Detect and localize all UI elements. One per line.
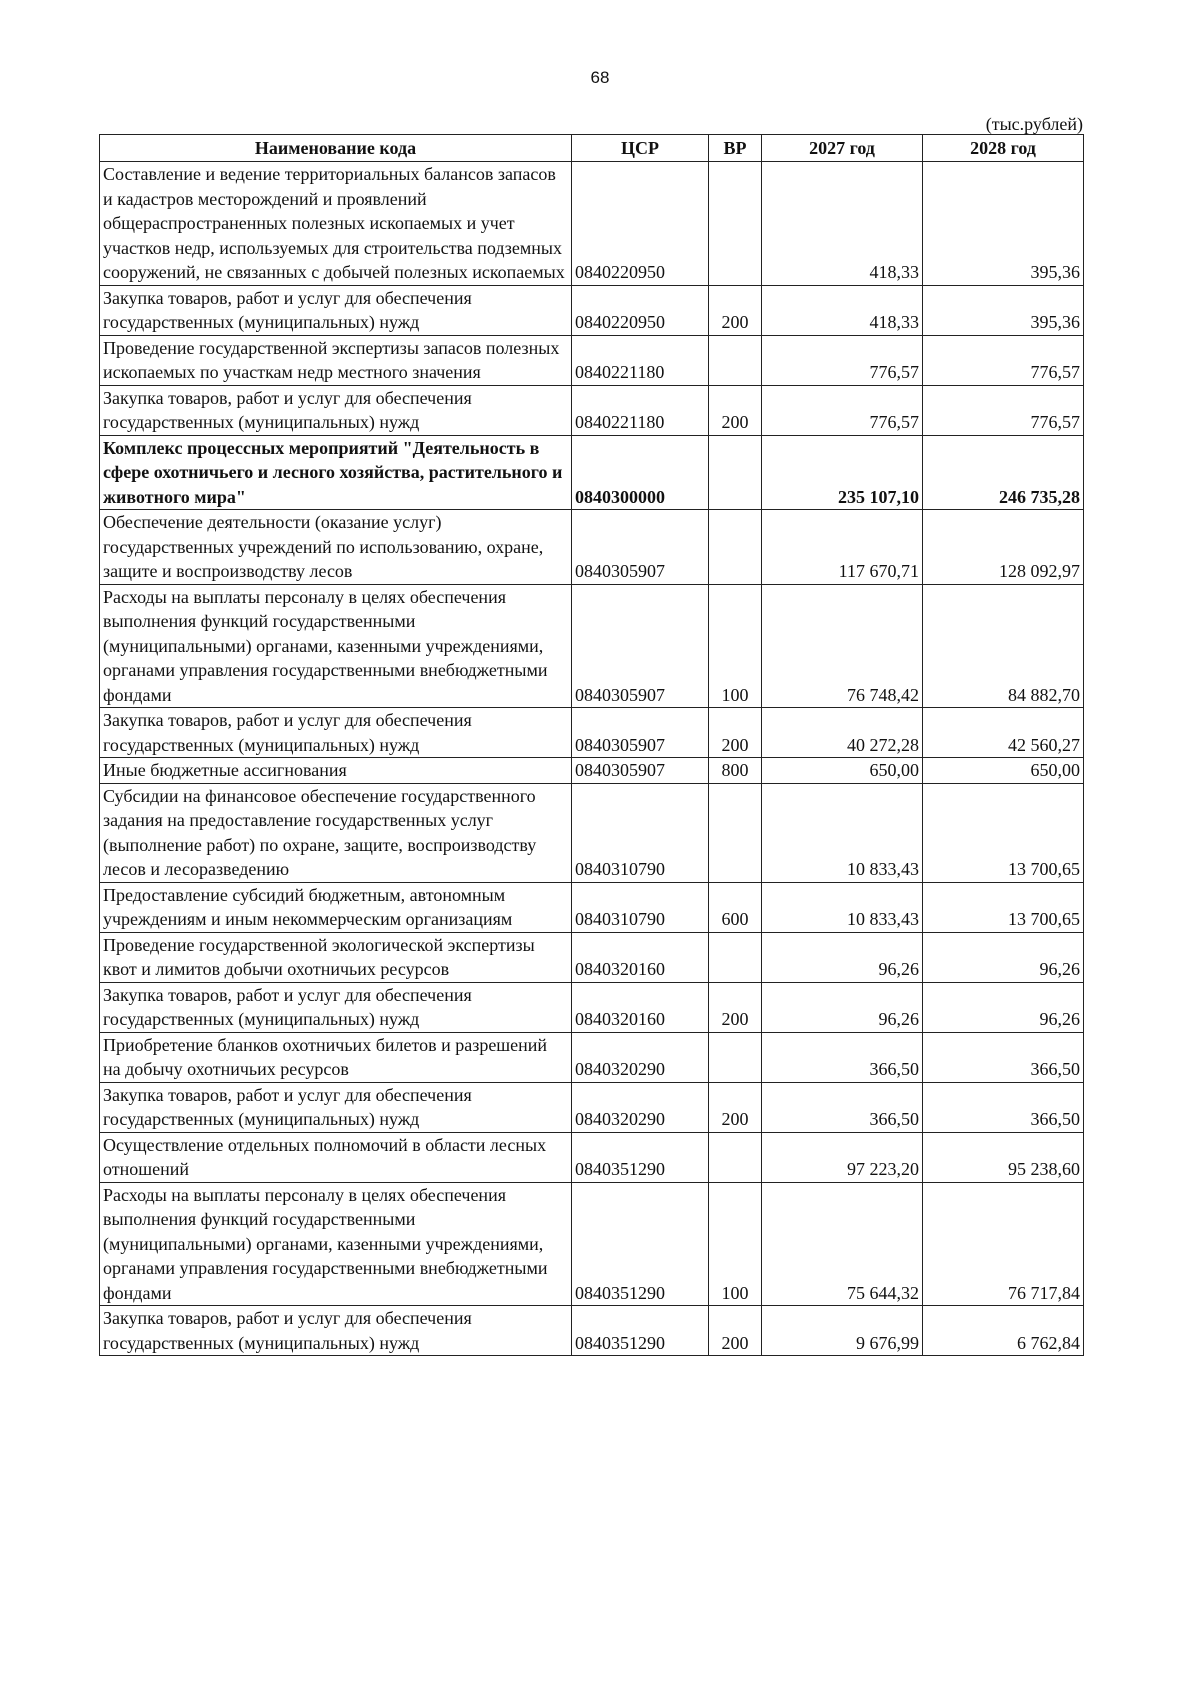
cell-vr (709, 335, 762, 385)
cell-y2027: 235 107,10 (762, 435, 923, 510)
table-row (100, 982, 1084, 1032)
table-row (100, 882, 1084, 932)
cell-y2027: 10 833,43 (762, 783, 923, 882)
cell-vr: 200 (709, 385, 762, 435)
cell-y2028: 13 700,65 (923, 882, 1084, 932)
cell-name: Проведение государственной экологической экспертизы квот и лимитов добычи охотничьих ресурсов (100, 932, 572, 982)
cell-name: Комплекс процессных мероприятий "Деятельность в сфере охотничьего и лесного хозяйства, растительного и животного мира" (100, 435, 572, 510)
table-row (100, 385, 1084, 435)
cell-csr: 0840320160 (572, 982, 709, 1032)
cell-name: Закупка товаров, работ и услуг для обеспечения государственных (муниципальных) нужд (100, 982, 572, 1032)
cell-y2027: 418,33 (762, 285, 923, 335)
cell-csr: 0840351290 (572, 1132, 709, 1182)
cell-y2027: 10 833,43 (762, 882, 923, 932)
header-2027: 2027 год (762, 135, 923, 162)
table-row (100, 758, 1084, 784)
budget-table (99, 134, 1084, 1356)
cell-y2028: 776,57 (923, 385, 1084, 435)
table-row (100, 435, 1084, 510)
budget-table-container (99, 134, 1083, 1356)
cell-y2028: 95 238,60 (923, 1132, 1084, 1182)
cell-csr: 0840220950 (572, 162, 709, 286)
table-row (100, 1132, 1084, 1182)
cell-y2027: 366,50 (762, 1032, 923, 1082)
cell-y2027: 76 748,42 (762, 584, 923, 708)
table-row (100, 708, 1084, 758)
cell-y2027: 366,50 (762, 1082, 923, 1132)
cell-y2028: 650,00 (923, 758, 1084, 784)
cell-name: Закупка товаров, работ и услуг для обеспечения государственных (муниципальных) нужд (100, 285, 572, 335)
cell-y2028: 13 700,65 (923, 783, 1084, 882)
cell-vr: 200 (709, 1082, 762, 1132)
cell-vr (709, 1132, 762, 1182)
cell-y2028: 246 735,28 (923, 435, 1084, 510)
cell-vr (709, 932, 762, 982)
table-body (100, 162, 1084, 1356)
cell-csr: 0840310790 (572, 783, 709, 882)
cell-vr: 200 (709, 1306, 762, 1356)
cell-y2027: 650,00 (762, 758, 923, 784)
cell-y2027: 418,33 (762, 162, 923, 286)
cell-vr (709, 162, 762, 286)
cell-y2028: 395,36 (923, 285, 1084, 335)
table-row (100, 162, 1084, 286)
cell-y2028: 84 882,70 (923, 584, 1084, 708)
header-vr: ВР (709, 135, 762, 162)
cell-vr: 200 (709, 708, 762, 758)
cell-csr: 0840305907 (572, 708, 709, 758)
cell-name: Закупка товаров, работ и услуг для обеспечения государственных (муниципальных) нужд (100, 385, 572, 435)
table-row (100, 335, 1084, 385)
table-row (100, 1182, 1084, 1306)
cell-csr: 0840320160 (572, 932, 709, 982)
cell-vr: 100 (709, 1182, 762, 1306)
cell-vr: 100 (709, 584, 762, 708)
cell-name: Закупка товаров, работ и услуг для обеспечения государственных (муниципальных) нужд (100, 1082, 572, 1132)
cell-vr: 200 (709, 285, 762, 335)
cell-y2027: 9 676,99 (762, 1306, 923, 1356)
table-row (100, 1306, 1084, 1356)
cell-y2027: 117 670,71 (762, 510, 923, 585)
table-header-row (100, 135, 1084, 162)
cell-name: Проведение государственной экспертизы запасов полезных ископаемых по участкам недр местного значения (100, 335, 572, 385)
table-row (100, 584, 1084, 708)
cell-name: Закупка товаров, работ и услуг для обеспечения государственных (муниципальных) нужд (100, 1306, 572, 1356)
header-name: Наименование кода (100, 135, 572, 162)
cell-csr: 0840221180 (572, 385, 709, 435)
cell-y2028: 96,26 (923, 932, 1084, 982)
cell-vr (709, 1032, 762, 1082)
cell-vr (709, 435, 762, 510)
cell-csr: 0840305907 (572, 584, 709, 708)
cell-name: Расходы на выплаты персоналу в целях обеспечения выполнения функций государственными (муниципальными) органами, казенными учреждениями, органами управления государственными внебюджетными фондами (100, 584, 572, 708)
cell-name: Осуществление отдельных полномочий в области лесных отношений (100, 1132, 572, 1182)
cell-csr: 0840220950 (572, 285, 709, 335)
cell-vr (709, 783, 762, 882)
cell-name: Обеспечение деятельности (оказание услуг) государственных учреждений по использованию, охране, защите и воспроизводству лесов (100, 510, 572, 585)
cell-y2027: 776,57 (762, 385, 923, 435)
cell-y2027: 75 644,32 (762, 1182, 923, 1306)
table-row (100, 783, 1084, 882)
cell-y2027: 40 272,28 (762, 708, 923, 758)
cell-csr: 0840320290 (572, 1082, 709, 1132)
table-row (100, 1082, 1084, 1132)
cell-csr: 0840305907 (572, 758, 709, 784)
cell-vr: 800 (709, 758, 762, 784)
cell-name: Расходы на выплаты персоналу в целях обеспечения выполнения функций государственными (муниципальными) органами, казенными учреждениями, органами управления государственными внебюджетными фондами (100, 1182, 572, 1306)
cell-y2028: 395,36 (923, 162, 1084, 286)
cell-name: Иные бюджетные ассигнования (100, 758, 572, 784)
cell-csr: 0840300000 (572, 435, 709, 510)
cell-name: Закупка товаров, работ и услуг для обеспечения государственных (муниципальных) нужд (100, 708, 572, 758)
page-number: 68 (590, 68, 610, 87)
units-label: (тыс.рублей) (985, 114, 1083, 134)
cell-y2028: 76 717,84 (923, 1182, 1084, 1306)
cell-name: Предоставление субсидий бюджетным, автономным учреждениям и иным некоммерческим организациям (100, 882, 572, 932)
cell-csr: 0840305907 (572, 510, 709, 585)
cell-y2028: 366,50 (923, 1082, 1084, 1132)
table-row (100, 285, 1084, 335)
cell-y2027: 776,57 (762, 335, 923, 385)
cell-y2028: 42 560,27 (923, 708, 1084, 758)
table-row (100, 1032, 1084, 1082)
cell-csr: 0840351290 (572, 1182, 709, 1306)
cell-y2028: 776,57 (923, 335, 1084, 385)
table-row (100, 932, 1084, 982)
header-csr: ЦСР (572, 135, 709, 162)
cell-y2028: 366,50 (923, 1032, 1084, 1082)
cell-y2028: 128 092,97 (923, 510, 1084, 585)
cell-vr (709, 510, 762, 585)
cell-y2027: 96,26 (762, 982, 923, 1032)
cell-y2028: 96,26 (923, 982, 1084, 1032)
cell-csr: 0840310790 (572, 882, 709, 932)
cell-y2028: 6 762,84 (923, 1306, 1084, 1356)
cell-name: Составление и ведение территориальных балансов запасов и кадастров месторождений и проявлений общераспространенных полезных ископаемых и учет участков недр, используемых для строительства подземных сооружений, не связанных с добычей полезных ископаемых (100, 162, 572, 286)
table-row (100, 510, 1084, 585)
header-2028: 2028 год (923, 135, 1084, 162)
cell-vr: 600 (709, 882, 762, 932)
cell-csr: 0840221180 (572, 335, 709, 385)
cell-name: Приобретение бланков охотничьих билетов и разрешений на добычу охотничьих ресурсов (100, 1032, 572, 1082)
cell-csr: 0840320290 (572, 1032, 709, 1082)
cell-vr: 200 (709, 982, 762, 1032)
cell-y2027: 96,26 (762, 932, 923, 982)
cell-csr: 0840351290 (572, 1306, 709, 1356)
cell-name: Субсидии на финансовое обеспечение государственного задания на предоставление государственных услуг (выполнение работ) по охране, защите, воспроизводству лесов и лесоразведению (100, 783, 572, 882)
cell-y2027: 97 223,20 (762, 1132, 923, 1182)
